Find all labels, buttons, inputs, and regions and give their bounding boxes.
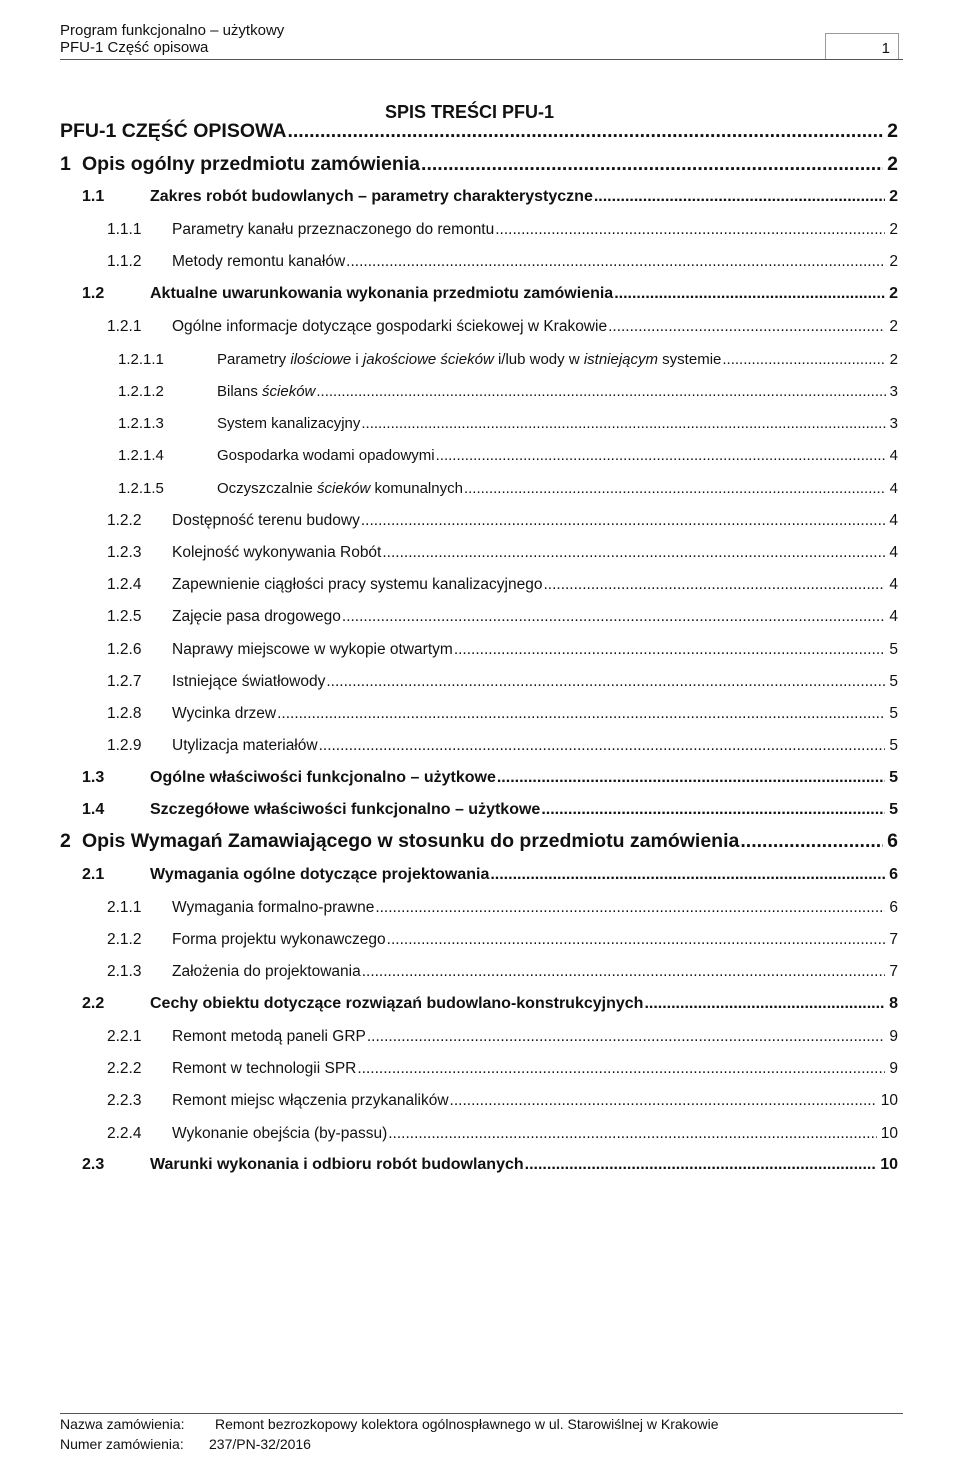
toc-entry-text: Utylizacja materiałów xyxy=(172,737,318,755)
toc-leader-dots xyxy=(614,285,885,303)
toc-text-part: Bilans xyxy=(217,382,263,400)
toc-entry-page: 7 xyxy=(889,931,898,949)
toc-entry-text: Istniejące światłowody xyxy=(172,672,326,690)
toc-entry-text: Remont metodą paneli GRP xyxy=(172,1027,366,1045)
toc-leader-dots xyxy=(316,383,885,400)
toc-entry[interactable] xyxy=(107,318,898,336)
toc-entry-text: Opis Wymagań Zamawiającego w stosunku do przedmiotu zamówienia xyxy=(82,830,740,853)
footer-name-label: Nazwa zamówienia: xyxy=(60,1416,185,1432)
toc-entry[interactable] xyxy=(107,705,898,723)
toc-leader-dots xyxy=(382,544,885,562)
toc-entry-text: Zakres robót budowlanych – parametry charakterystyczne xyxy=(150,188,593,206)
toc-entry-page: 5 xyxy=(889,705,898,723)
toc-entry-number: 2.2.2 xyxy=(107,1060,142,1078)
toc-entry-number: 2.3 xyxy=(82,1156,105,1174)
toc-entry-page: 2 xyxy=(887,152,898,175)
toc-entry[interactable] xyxy=(107,1060,898,1078)
toc-entry-text: Ogólne informacje dotyczące gospodarki ściekowej w Krakowie xyxy=(172,317,608,335)
toc-entry-number: 1.2.1.5 xyxy=(118,479,164,497)
toc-entry-text: Naprawy miejscowe w wykopie otwartym xyxy=(172,640,453,658)
toc-leader-dots xyxy=(361,512,886,530)
toc-entry-text: Dostępność terenu budowy xyxy=(172,511,360,529)
toc-entry-page: 2 xyxy=(889,221,898,239)
toc-text-part: istniejącym xyxy=(583,350,659,368)
toc-entry-text: Zapewnienie ciągłości pracy systemu kanalizacyjnego xyxy=(172,576,543,594)
toc-text-part: komunalnych xyxy=(370,479,463,497)
toc-entry[interactable] xyxy=(107,931,898,949)
toc-entry-text: Szczegółowe właściwości funkcjonalno – użytkowe xyxy=(150,801,541,819)
toc-entry-page: 4 xyxy=(889,511,898,529)
toc-entry-text: Cechy obiektu dotyczące rozwiązań budowlano-konstrukcyjnych xyxy=(150,995,644,1013)
toc-entry-page: 8 xyxy=(889,995,898,1013)
toc-entry-page: 9 xyxy=(889,1060,898,1078)
toc-entry-number: 1.2.6 xyxy=(107,640,142,658)
toc-leader-dots xyxy=(722,351,885,368)
toc-entry-page: 2 xyxy=(887,120,898,143)
toc-entry-number: 1.2.3 xyxy=(107,543,142,561)
toc-entry-text: Remont miejsc włączenia przykanalików xyxy=(172,1092,449,1110)
page-number-box xyxy=(825,33,899,60)
toc-entry-page: 7 xyxy=(889,963,898,981)
header-program-title: Program funkcjonalno – użytkowy xyxy=(60,22,285,39)
toc-entry-number: 2.2.3 xyxy=(107,1092,142,1110)
toc-entry[interactable] xyxy=(60,120,898,143)
toc-entry-number: 2.2.1 xyxy=(107,1027,142,1045)
toc-text-part: ścieków xyxy=(317,479,371,497)
toc-leader-dots xyxy=(454,641,886,659)
toc-entry[interactable] xyxy=(82,1156,898,1174)
toc-entry-text: Gospodarka wodami opadowymi xyxy=(217,447,435,465)
toc-leader-dots xyxy=(375,899,885,917)
toc-entry-page: 5 xyxy=(889,801,898,819)
toc-leader-dots xyxy=(543,576,885,594)
toc-entry[interactable] xyxy=(107,963,898,981)
toc-entry-page: 4 xyxy=(889,576,898,594)
toc-entry[interactable] xyxy=(82,995,898,1013)
toc-entry[interactable] xyxy=(107,899,898,917)
toc-entry[interactable] xyxy=(107,576,898,594)
footer-number-label: Numer zamówienia: xyxy=(60,1436,184,1452)
toc-text-part: ścieków xyxy=(262,382,316,400)
toc-leader-dots xyxy=(319,737,886,755)
toc-entry-page: 10 xyxy=(880,1124,898,1142)
toc-entry-text: Założenia do projektowania xyxy=(172,963,361,981)
toc-leader-dots xyxy=(740,830,883,853)
toc-entry-number: 1.2.7 xyxy=(107,672,142,690)
toc-entry-number: 2.1 xyxy=(82,866,105,883)
toc-leader-dots xyxy=(277,705,885,723)
footer-order-number xyxy=(60,1436,311,1452)
toc-entry-page: 2 xyxy=(889,253,898,271)
toc-entry[interactable] xyxy=(107,512,898,530)
toc-entry-text: Aktualne uwarunkowania wykonania przedmiotu zamówienia xyxy=(150,285,614,303)
toc-leader-dots xyxy=(495,221,885,239)
toc-entry-number: 1.2.9 xyxy=(107,737,142,755)
toc-leader-dots xyxy=(421,153,883,176)
footer-order-name xyxy=(60,1416,719,1432)
toc-title-text: SPIS TREŚCI PFU-1 xyxy=(385,102,555,122)
toc-entry-number: 1.4 xyxy=(82,801,105,819)
toc-entry[interactable] xyxy=(82,801,898,819)
footer-name-value: Remont bezrozkopowy kolektora ogólnospławnego w ul. Starowiślnej w Krakowie xyxy=(215,1416,719,1432)
toc-entry-text xyxy=(217,383,315,400)
toc-entry-text: Wymagania ogólne dotyczące projektowania xyxy=(150,866,490,883)
toc-entry[interactable] xyxy=(118,447,898,464)
toc-leader-dots xyxy=(644,995,885,1013)
toc-entry[interactable] xyxy=(107,544,898,562)
toc-entry-page: 9 xyxy=(889,1027,898,1045)
toc-leader-dots xyxy=(367,1028,886,1046)
toc-entry-page: 10 xyxy=(880,1092,898,1110)
toc-leader-dots xyxy=(436,447,886,464)
toc-entry[interactable] xyxy=(82,285,898,303)
toc-text-part: ilościowe xyxy=(290,350,352,368)
page-number: 1 xyxy=(881,40,890,57)
toc-entry-number: 1.2.1.2 xyxy=(118,382,164,400)
toc-entry-text: PFU-1 CZĘŚĆ OPISOWA xyxy=(60,120,287,143)
toc-entry-number: 1 xyxy=(60,152,71,175)
toc-entry[interactable] xyxy=(60,830,898,853)
toc-entry[interactable] xyxy=(118,415,898,432)
toc-entry-page: 6 xyxy=(889,898,898,916)
toc-leader-dots xyxy=(387,931,886,949)
toc-entry-number: 1.2.5 xyxy=(107,608,142,626)
toc-entry[interactable] xyxy=(107,641,898,659)
toc-entry-number: 2.1.1 xyxy=(107,898,142,916)
toc-entry-text: Remont w technologii SPR xyxy=(172,1060,357,1078)
toc-entry-text xyxy=(217,351,721,368)
toc-entry-number: 1.3 xyxy=(82,769,105,787)
toc-leader-dots xyxy=(326,673,885,691)
footer-divider xyxy=(60,1413,903,1414)
toc-entry-page: 6 xyxy=(887,830,898,853)
toc-entry-text: Metody remontu kanałów xyxy=(172,253,346,271)
toc-entry-number: 1.2.1.3 xyxy=(118,415,164,433)
toc-entry-number: 1.1.1 xyxy=(107,221,142,239)
toc-entry-number: 2.1.2 xyxy=(107,931,142,949)
toc-entry-page: 2 xyxy=(889,350,898,368)
toc-leader-dots xyxy=(497,769,885,787)
toc-entry-page: 3 xyxy=(889,382,898,400)
toc-entry[interactable] xyxy=(107,1092,898,1110)
header-document-part: PFU-1 Część opisowa xyxy=(60,39,209,56)
footer-number-value: 237/PN-32/2016 xyxy=(209,1436,311,1452)
toc-text-part: jakościowe ścieków xyxy=(362,350,494,368)
toc-text-part: systemie xyxy=(658,350,722,368)
toc-entry-text: Wycinka drzew xyxy=(172,705,277,723)
toc-entry-page: 5 xyxy=(889,672,898,690)
toc-text-part: i/lub wody w xyxy=(493,350,584,368)
toc-entry-page: 2 xyxy=(889,188,898,206)
toc-entry[interactable] xyxy=(118,480,898,497)
toc-entry[interactable] xyxy=(107,737,898,755)
toc-entry-page: 5 xyxy=(889,769,898,787)
toc-entry-text: Parametry kanału przeznaczonego do remontu xyxy=(172,221,495,239)
toc-entry-page: 3 xyxy=(889,415,898,433)
toc-entry[interactable] xyxy=(60,153,898,176)
toc-entry[interactable] xyxy=(82,188,898,206)
toc-entry-text: Wykonanie obejścia (by-passu) xyxy=(172,1124,388,1142)
toc-entry-text: Wymagania formalno-prawne xyxy=(172,898,375,916)
toc-entry-text: Warunki wykonania i odbioru robót budowlanych xyxy=(150,1156,524,1174)
toc-entry-number: 1.1.2 xyxy=(107,253,142,271)
toc-entry-page: 4 xyxy=(889,447,898,465)
toc-entry[interactable] xyxy=(107,221,898,239)
toc-entry-page: 5 xyxy=(889,640,898,658)
toc-entry-page: 4 xyxy=(889,608,898,626)
toc-leader-dots xyxy=(525,1156,877,1174)
toc-entry-text: System kanalizacyjny xyxy=(217,415,361,433)
toc-leader-dots xyxy=(287,120,883,143)
toc-text-part: i xyxy=(351,350,363,368)
toc-entry-page: 4 xyxy=(889,543,898,561)
toc-entry[interactable] xyxy=(107,608,898,626)
toc-leader-dots xyxy=(357,1060,885,1078)
toc-entry-number: 1.2.1.4 xyxy=(118,447,164,465)
toc-entry-number: 1.2.8 xyxy=(107,705,142,723)
toc-entry[interactable] xyxy=(118,383,898,400)
toc-entry-text: Kolejność wykonywania Robót xyxy=(172,543,382,561)
toc-entry-text: Zajęcie pasa drogowego xyxy=(172,608,341,626)
toc-leader-dots xyxy=(388,1125,877,1143)
toc-text-part: Parametry xyxy=(217,350,291,368)
toc-leader-dots xyxy=(346,253,885,271)
toc-entry-number: 1.2.1.1 xyxy=(118,350,164,368)
toc-entry[interactable] xyxy=(118,351,898,368)
toc-leader-dots xyxy=(362,963,886,981)
toc-entry[interactable] xyxy=(107,253,898,271)
toc-entry[interactable] xyxy=(107,673,898,691)
toc-entry-text: Forma projektu wykonawczego xyxy=(172,931,386,949)
toc-leader-dots xyxy=(594,188,885,206)
toc-leader-dots xyxy=(464,480,886,497)
toc-entry-page: 4 xyxy=(889,479,898,497)
toc-leader-dots xyxy=(608,318,885,336)
toc-entry-text: Ogólne właściwości funkcjonalno – użytkowe xyxy=(150,769,496,787)
toc-entry-text: Opis ogólny przedmiotu zamówienia xyxy=(82,152,421,175)
toc-entry[interactable] xyxy=(82,866,898,884)
toc-leader-dots xyxy=(361,415,885,432)
toc-entry[interactable] xyxy=(107,1028,898,1046)
toc-entry-number: 2.1.3 xyxy=(107,963,142,981)
toc-entry-page: 5 xyxy=(889,737,898,755)
toc-entry-page: 6 xyxy=(889,866,898,883)
toc-entry-number: 2.2.4 xyxy=(107,1124,142,1142)
toc-entry-number: 1.2.2 xyxy=(107,511,142,529)
toc-entry[interactable] xyxy=(82,769,898,787)
toc-entry-page: 2 xyxy=(889,317,898,335)
toc-leader-dots xyxy=(450,1092,877,1110)
toc-leader-dots xyxy=(342,608,885,626)
toc-entry-number: 1.2 xyxy=(82,285,105,303)
toc-entry-text xyxy=(217,480,463,497)
toc-entry-number: 2.2 xyxy=(82,995,105,1013)
toc-entry-number: 1.2.4 xyxy=(107,576,142,594)
toc-leader-dots xyxy=(490,866,885,884)
toc-text-part: Oczyszczalnie xyxy=(217,479,318,497)
toc-entry-page: 10 xyxy=(880,1156,898,1174)
toc-entry-page: 2 xyxy=(889,285,898,303)
toc-entry-number: 1.1 xyxy=(82,188,105,206)
header-divider xyxy=(60,59,903,60)
toc-entry-number: 1.2.1 xyxy=(107,317,142,335)
toc-leader-dots xyxy=(541,801,885,819)
toc-entry[interactable] xyxy=(107,1125,898,1143)
toc-entry-number: 2 xyxy=(60,830,71,853)
